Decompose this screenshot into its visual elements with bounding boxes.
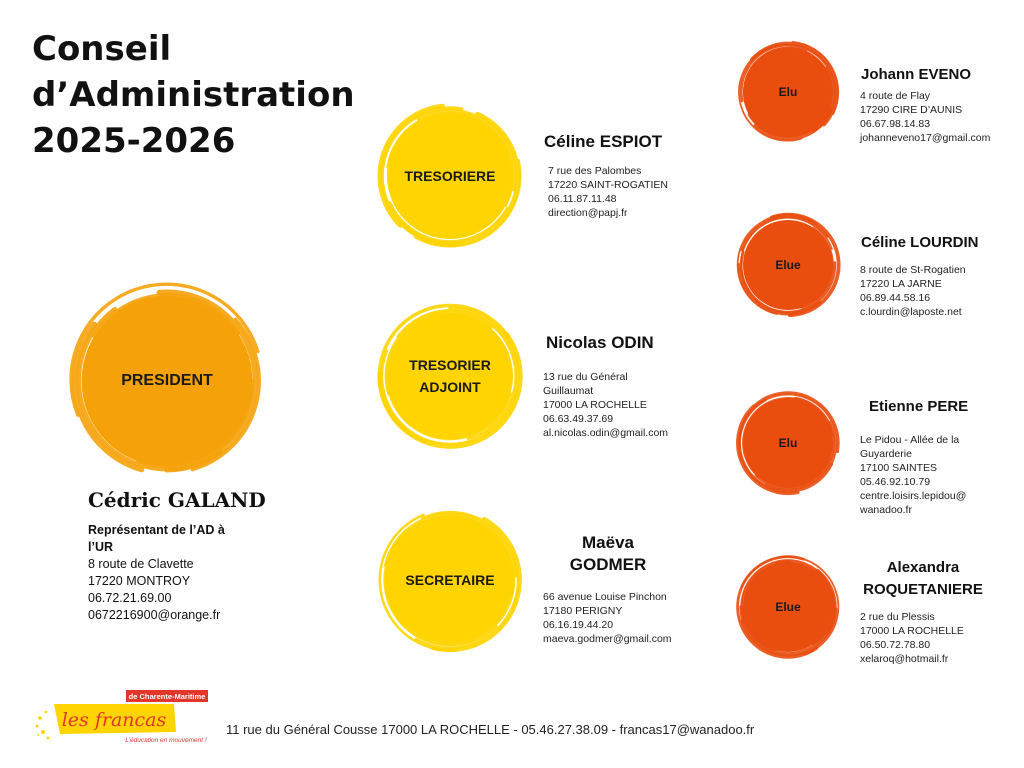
president-subtitle-1: Représentant de l’AD à [88,523,225,537]
page-title [32,26,392,164]
bureau-role: SECRETAIRE [405,572,495,588]
title-line-3: 2025-2026 [32,121,236,161]
elu-role: Elu [778,436,798,450]
svg-text:L’éducation en mouvement !: L’éducation en mouvement ! [125,737,207,744]
elu-role: Elue [775,258,801,272]
elu-info: 4 route de Flay 17290 CIRE D’AUNIS 06.67.98.14.83 johanneveno17@gmail.com [860,90,991,144]
president-subtitle-2: l’UR [88,540,113,554]
elu-info: Le Pidou - Allée de la Guyarderie 17100 SAINTES 05.46.92.10.79 centre.loisirs.lepidou@ wanadoo.fr [860,434,967,516]
president-address: 8 route de Clavette [88,557,194,571]
elu-circle [738,557,838,657]
svg-text:de Charente-Maritime: de Charente-Maritime [128,692,206,701]
elu-info: 8 route de St-Rogatien 17220 LA JARNE 06.89.44.58.16 c.lourdin@laposte.net [860,264,966,318]
president-phone: 06.72.21.69.00 [88,591,172,605]
bureau-name: Maëva GODMER [569,533,647,574]
president-name: Cédric GALAND [88,488,266,512]
elu-info: 2 rue du Plessis 17000 LA ROCHELLE 06.50.72.78.80 xelaroq@hotmail.fr [860,611,964,665]
title-line-2: d’Administration [32,75,355,115]
elu-name: Céline LOURDIN [861,234,979,251]
elu-circle [738,393,838,493]
bureau-circle-treasurer [380,106,520,246]
title-line-1: Conseil [32,29,172,69]
bureau-role: TRESORIER ADJOINT [409,357,491,395]
elu-name: Alexandra ROQUETANIERE [863,559,983,598]
president-details [88,522,225,624]
bureau-info: 7 rue des Palombes 17220 SAINT-ROGATIEN 06.11.87.11.48 direction@papj.fr [548,165,669,219]
elu-role: Elu [778,85,798,99]
president-email: 0672216900@orange.fr [88,608,221,622]
president-city: 17220 MONTROY [88,574,191,588]
bureau-info: 66 avenue Louise Pinchon 17180 PERIGNY 06.16.19.44.20 maeva.godmer@gmail.com [543,591,672,645]
logo-graphic [34,688,214,758]
president-role: PRESIDENT [121,372,213,389]
president-circle [72,286,262,476]
elu-circle [738,42,838,142]
bureau-info: 13 rue du Général Guillaumat 17000 LA ROCHELLE 06.63.49.37.69 al.nicolas.odin@gmail.com [543,371,669,439]
bureau-circle-deputy-treasurer [380,306,520,446]
elu-role: Elue [775,600,801,614]
francas-logo [34,688,214,758]
svg-text:les francas: les francas [61,709,167,731]
footer-contact: 11 rue du Général Cousse 17000 LA ROCHELLE - 05.46.27.38.09 - francas17@wanadoo.fr [226,722,755,737]
elu-circle [738,215,838,315]
elu-name: Etienne PERE [869,398,969,415]
bureau-name: Nicolas ODIN [546,333,654,352]
bureau-circle-secretary [380,510,520,650]
elu-name: Johann EVENO [861,66,972,83]
bureau-role: TRESORIERE [404,168,496,184]
bureau-name: Céline ESPIOT [544,132,663,151]
